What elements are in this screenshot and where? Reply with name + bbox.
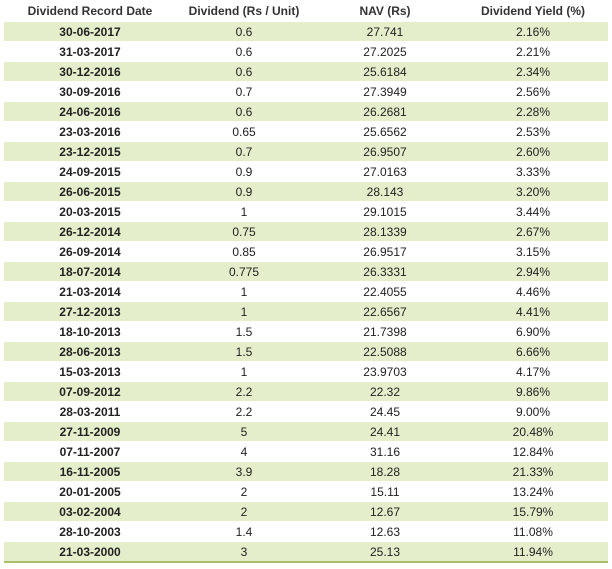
table-header-row — [4, 1, 608, 22]
nav-cell: 28.143 — [312, 182, 458, 202]
dividend-cell: 1 — [176, 282, 312, 302]
dividend-yield-cell: 9.86% — [458, 382, 608, 402]
dividend-cell: 3.9 — [176, 462, 312, 482]
dividend-yield-cell: 21.33% — [458, 462, 608, 482]
dividend-cell: 1 — [176, 302, 312, 322]
dividend-yield-cell: 2.67% — [458, 222, 608, 242]
record-date-cell: 31-03-2017 — [4, 42, 176, 62]
dividend-cell: 1.4 — [176, 522, 312, 542]
dividend-yield-cell: 2.34% — [458, 62, 608, 82]
record-date-cell: 27-12-2013 — [4, 302, 176, 322]
table-row — [4, 442, 608, 462]
dividend-yield-cell: 2.56% — [458, 82, 608, 102]
nav-cell: 27.741 — [312, 22, 458, 42]
dividend-cell: 3 — [176, 542, 312, 563]
dividend-yield-cell: 3.20% — [458, 182, 608, 202]
record-date-cell: 26-12-2014 — [4, 222, 176, 242]
dividend-yield-cell: 3.33% — [458, 162, 608, 182]
record-date-cell: 07-11-2007 — [4, 442, 176, 462]
nav-cell: 24.45 — [312, 402, 458, 422]
table-row — [4, 342, 608, 362]
record-date-cell: 07-09-2012 — [4, 382, 176, 402]
dividend-yield-cell: 2.21% — [458, 42, 608, 62]
nav-cell: 22.5088 — [312, 342, 458, 362]
nav-cell: 28.1339 — [312, 222, 458, 242]
dividend-cell: 0.7 — [176, 82, 312, 102]
header-nav: NAV (Rs) — [312, 1, 458, 22]
table-row — [4, 262, 608, 282]
record-date-cell: 18-07-2014 — [4, 262, 176, 282]
dividend-yield-cell: 2.53% — [458, 122, 608, 142]
dividend-cell: 0.75 — [176, 222, 312, 242]
table-row — [4, 362, 608, 382]
table-row — [4, 402, 608, 422]
nav-cell: 22.6567 — [312, 302, 458, 322]
dividend-cell: 0.6 — [176, 22, 312, 42]
dividend-cell: 0.6 — [176, 42, 312, 62]
table-row — [4, 62, 608, 82]
dividend-cell: 1.5 — [176, 322, 312, 342]
table-row — [4, 282, 608, 302]
record-date-cell: 30-12-2016 — [4, 62, 176, 82]
nav-cell: 25.6184 — [312, 62, 458, 82]
dividend-yield-cell: 15.79% — [458, 502, 608, 522]
dividend-yield-cell: 4.41% — [458, 302, 608, 322]
dividend-yield-cell: 3.15% — [458, 242, 608, 262]
dividend-cell: 0.85 — [176, 242, 312, 262]
table-row — [4, 122, 608, 142]
record-date-cell: 03-02-2004 — [4, 502, 176, 522]
record-date-cell: 26-06-2015 — [4, 182, 176, 202]
dividend-yield-cell: 6.90% — [458, 322, 608, 342]
dividend-cell: 1 — [176, 362, 312, 382]
record-date-cell: 24-09-2015 — [4, 162, 176, 182]
header-record-date: Dividend Record Date — [4, 1, 176, 22]
nav-cell: 21.7398 — [312, 322, 458, 342]
dividend-yield-cell: 3.44% — [458, 202, 608, 222]
nav-cell: 12.67 — [312, 502, 458, 522]
dividend-yield-cell: 2.60% — [458, 142, 608, 162]
dividend-table — [4, 1, 608, 563]
table-row — [4, 482, 608, 502]
table-row — [4, 182, 608, 202]
dividend-cell: 1 — [176, 202, 312, 222]
dividend-yield-cell: 9.00% — [458, 402, 608, 422]
dividend-cell: 4 — [176, 442, 312, 462]
dividend-cell: 0.65 — [176, 122, 312, 142]
dividend-cell: 5 — [176, 422, 312, 442]
table-row — [4, 542, 608, 563]
table-row — [4, 302, 608, 322]
nav-cell: 29.1015 — [312, 202, 458, 222]
table-row — [4, 502, 608, 522]
table-row — [4, 382, 608, 402]
nav-cell: 31.16 — [312, 442, 458, 462]
dividend-cell: 2 — [176, 502, 312, 522]
dividend-yield-cell: 20.48% — [458, 422, 608, 442]
dividend-yield-cell: 2.94% — [458, 262, 608, 282]
table-row — [4, 162, 608, 182]
nav-cell: 22.32 — [312, 382, 458, 402]
dividend-cell: 0.6 — [176, 62, 312, 82]
record-date-cell: 21-03-2000 — [4, 542, 176, 563]
record-date-cell: 16-11-2005 — [4, 462, 176, 482]
dividend-yield-cell: 2.28% — [458, 102, 608, 122]
dividend-cell: 0.9 — [176, 182, 312, 202]
table-row — [4, 462, 608, 482]
dividend-yield-cell: 13.24% — [458, 482, 608, 502]
dividend-cell: 0.775 — [176, 262, 312, 282]
header-dividend: Dividend (Rs / Unit) — [176, 1, 312, 22]
record-date-cell: 26-09-2014 — [4, 242, 176, 262]
nav-cell: 27.0163 — [312, 162, 458, 182]
dividend-yield-cell: 12.84% — [458, 442, 608, 462]
dividend-yield-cell: 11.08% — [458, 522, 608, 542]
header-dividend-yield: Dividend Yield (%) — [458, 1, 608, 22]
nav-cell: 25.13 — [312, 542, 458, 563]
table-row — [4, 22, 608, 42]
record-date-cell: 30-09-2016 — [4, 82, 176, 102]
nav-cell: 26.9507 — [312, 142, 458, 162]
record-date-cell: 28-03-2011 — [4, 402, 176, 422]
dividend-yield-cell: 11.94% — [458, 542, 608, 563]
dividend-yield-cell: 4.46% — [458, 282, 608, 302]
table-row — [4, 522, 608, 542]
nav-cell: 26.2681 — [312, 102, 458, 122]
nav-cell: 24.41 — [312, 422, 458, 442]
nav-cell: 26.9517 — [312, 242, 458, 262]
nav-cell: 12.63 — [312, 522, 458, 542]
nav-cell: 26.3331 — [312, 262, 458, 282]
record-date-cell: 15-03-2013 — [4, 362, 176, 382]
record-date-cell: 20-01-2005 — [4, 482, 176, 502]
table-body — [4, 22, 608, 563]
record-date-cell: 18-10-2013 — [4, 322, 176, 342]
table-row — [4, 102, 608, 122]
dividend-yield-cell: 6.66% — [458, 342, 608, 362]
nav-cell: 15.11 — [312, 482, 458, 502]
record-date-cell: 23-12-2015 — [4, 142, 176, 162]
table-row — [4, 142, 608, 162]
dividend-yield-cell: 2.16% — [458, 22, 608, 42]
dividend-cell: 0.6 — [176, 102, 312, 122]
record-date-cell: 21-03-2014 — [4, 282, 176, 302]
nav-cell: 23.9703 — [312, 362, 458, 382]
dividend-cell: 2.2 — [176, 382, 312, 402]
table-row — [4, 322, 608, 342]
nav-cell: 22.4055 — [312, 282, 458, 302]
dividend-cell: 2.2 — [176, 402, 312, 422]
record-date-cell: 27-11-2009 — [4, 422, 176, 442]
nav-cell: 27.3949 — [312, 82, 458, 102]
dividend-cell: 0.7 — [176, 142, 312, 162]
table-row — [4, 42, 608, 62]
record-date-cell: 23-03-2016 — [4, 122, 176, 142]
record-date-cell: 28-06-2013 — [4, 342, 176, 362]
table-row — [4, 422, 608, 442]
record-date-cell: 30-06-2017 — [4, 22, 176, 42]
nav-cell: 25.6562 — [312, 122, 458, 142]
dividend-yield-cell: 4.17% — [458, 362, 608, 382]
record-date-cell: 24-06-2016 — [4, 102, 176, 122]
dividend-cell: 1.5 — [176, 342, 312, 362]
nav-cell: 18.28 — [312, 462, 458, 482]
table-row — [4, 242, 608, 262]
record-date-cell: 20-03-2015 — [4, 202, 176, 222]
table-row — [4, 82, 608, 102]
record-date-cell: 28-10-2003 — [4, 522, 176, 542]
table-row — [4, 202, 608, 222]
dividend-cell: 2 — [176, 482, 312, 502]
dividend-cell: 0.9 — [176, 162, 312, 182]
nav-cell: 27.2025 — [312, 42, 458, 62]
table-row — [4, 222, 608, 242]
